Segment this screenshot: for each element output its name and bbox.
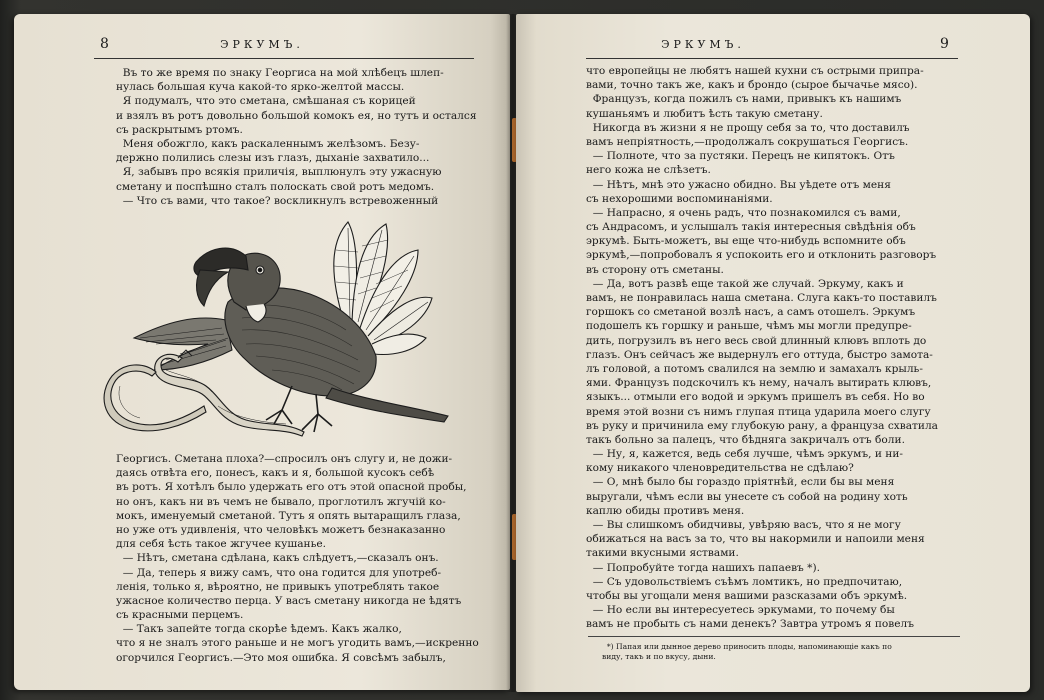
- text-line: въ сторону отъ сметаны.: [586, 263, 724, 276]
- text-line: но уже отъ удивленія, что человѣкъ можетъ безнаказанно: [116, 523, 446, 536]
- text-line: ленія, только я, вѣроятно, не привыкъ употреблять такое: [116, 580, 440, 593]
- text-line: Я, забывъ про всякія приличія, выплюнулъ эту ужасную: [116, 166, 442, 179]
- text-line: съ раскрытымъ ртомъ.: [116, 123, 243, 136]
- text-line: съ красными перцемъ.: [116, 609, 244, 622]
- text-line: горшокъ со сметаной возлѣ насъ, а самъ отошелъ. Эркумъ: [586, 306, 916, 319]
- text-line: — Нѣтъ, сметана сдѣлана, какъ слѣдуетъ,—сказалъ онъ.: [116, 552, 439, 565]
- header-rule: [586, 58, 958, 59]
- text-line: ями. Французъ подскочилъ къ нему, началъ вытирать клювъ,: [586, 377, 932, 390]
- text-line: ужасное количество перца. У васъ сметану никогда не ѣдятъ: [116, 594, 462, 607]
- text-line: — Нѣтъ, мнѣ это ужасно обидно. Вы уѣдете отъ меня: [586, 178, 891, 191]
- text-line: — Попробуйте тогда нашихъ папаевъ *).: [586, 561, 820, 574]
- text-line: — Съ удовольствіемъ съѣмъ ломтикъ, но предпочитаю,: [586, 575, 903, 588]
- right-page: [516, 14, 1030, 692]
- text-line: нулась большая куча какой-то ярко-желтой массы.: [116, 81, 405, 94]
- right-page-header: [516, 36, 1030, 56]
- text-line: — Такъ запейте тогда скорѣе ѣдемъ. Какъ жалко,: [116, 623, 402, 636]
- text-line: вами, точно такъ же, какъ и брондо (сырое бычачье мясо).: [586, 79, 918, 92]
- text-line: каплю обиды противъ меня.: [586, 504, 745, 517]
- text-line: глазъ. Онъ сейчасъ же выдернулъ его оттуда, быстро замота-: [586, 348, 933, 361]
- text-line: даясь отвѣта его, понесъ, какъ и я, большой кусокъ себѣ: [116, 467, 435, 480]
- text-line: — О, мнѣ было бы гораздо пріятнѣй, если бы вы меня: [586, 476, 895, 489]
- text-line: эркумѣ. Быть-можетъ, вы еще что-нибудь вспомните объ: [586, 235, 906, 248]
- text-line: — Да, вотъ развѣ еще такой же случай. Эркуму, какъ и: [586, 277, 904, 290]
- text-line: — Ну, я, кажется, ведь себя лучше, чѣмъ эркумъ, и ни-: [586, 448, 903, 461]
- text-line: въ руку и причинила ему глубокую рану, а француза схватила: [586, 419, 938, 432]
- text-line: него кожа не слѣзетъ.: [586, 164, 711, 177]
- footnote-line: виду, такъ и по вкусу, дыни.: [602, 652, 716, 661]
- page-number: 8: [100, 36, 109, 52]
- footnote-rule: [588, 636, 960, 637]
- text-line: такъ больно за палецъ, что бѣдняга закричалъ отъ боли.: [586, 433, 905, 446]
- text-line: вамъ непріятность,—продолжалъ сокрушаться Георгисъ.: [586, 135, 909, 148]
- text-line: чтобы вы угощали меня вашими разсказами объ эркумѣ.: [586, 589, 908, 602]
- text-line: Никогда въ жизни я не прощу себя за то, что доставилъ: [586, 121, 910, 134]
- text-line: время этой возни съ нимъ глупая птица ударила моего слугу: [586, 405, 931, 418]
- text-line: Французъ, когда пожилъ съ нами, привыкъ къ нашимъ: [586, 93, 902, 106]
- text-line: вамъ, не понравилась наша сметана. Слуга какъ-то поставилъ: [586, 292, 937, 304]
- text-line: — Вы слишкомъ обидчивы, увѣряю васъ, что я не могу: [586, 519, 901, 531]
- text-line: обижаться на васъ за то, что вы накормили и напоили меня: [586, 533, 925, 546]
- text-line: но онъ, какъ ни въ чемъ не бывало, проглотилъ жгучій ко-: [116, 495, 446, 508]
- page-number: 9: [940, 36, 949, 52]
- text-line: и взялъ въ ротъ довольно большой комокъ ея, но тутъ и остался: [116, 109, 477, 122]
- text-line: сметану и поспѣшно сталъ полоскать свой ротъ медомъ.: [116, 180, 435, 193]
- left-text-top: [116, 66, 477, 208]
- text-line: кому никакого членовредительства не сдѣлаю?: [586, 462, 854, 475]
- text-line: что я не зналъ этого раньше и не могъ угодить вамъ,—искренно: [116, 637, 479, 650]
- text-line: съ Андрасомъ, и услышалъ такія интересныя свѣдѣнія объ: [586, 221, 916, 234]
- text-line: — Что съ вами, что такое? воскликнулъ встревоженный: [116, 194, 439, 207]
- text-line: Я подумалъ, что это сметана, смѣшаная съ корицей: [116, 95, 416, 108]
- footnote-line: *) Папая или дынное дерево приносить плоды, напоминающіе какъ по: [602, 642, 892, 651]
- text-line: Меня обожгло, какъ раскаленнымъ желѣзомъ. Безу-: [116, 137, 420, 150]
- text-line: — Полноте, что за пустяки. Перецъ не кипятокъ. Отъ: [586, 150, 895, 163]
- text-line: мокъ, именуемый сметаной. Тутъ я опять вытаращилъ глаза,: [116, 509, 461, 522]
- text-line: языкъ... отмыли его водой и эркумъ пришелъ въ себя. Но во: [586, 391, 925, 404]
- left-page-header: [14, 36, 510, 56]
- running-head: ЭРКУМЪ.: [661, 38, 745, 51]
- text-line: для себя ѣсть такое жгучее кушанье.: [116, 538, 326, 551]
- header-rule: [94, 58, 474, 59]
- text-line: что европейцы не любятъ нашей кухни съ острыми припра-: [586, 65, 924, 77]
- text-line: Въ то же время по знаку Георгиса на мой хлѣбецъ шлеп-: [116, 67, 444, 79]
- text-line: держно полились слезы изъ глазъ, дыханіе захватило...: [116, 152, 430, 165]
- right-text: [586, 64, 938, 632]
- running-head: ЭРКУМЪ.: [220, 38, 304, 51]
- text-line: подошелъ къ горшку и раньше, чѣмъ мы могли предупре-: [586, 320, 912, 333]
- left-page: [14, 14, 510, 690]
- text-line: эркумѣ,—попробовалъ я успокоить его и отклонить разговоръ: [586, 249, 937, 262]
- text-line: такими вкусными яствами.: [586, 547, 739, 560]
- bird-snake-illustration: [96, 210, 476, 442]
- text-line: — Да, теперь я вижу самъ, что она годится для употреб-: [116, 566, 442, 579]
- text-line: Георгисъ. Сметана плоха?—спросилъ онъ слугу и, не дожи-: [116, 453, 453, 465]
- text-line: огорчился Георгисъ.—Это моя ошибка. Я совсѣмъ забылъ,: [116, 651, 446, 664]
- left-text-bottom: [116, 452, 479, 665]
- text-line: съ нехорошими воспоминаніями.: [586, 192, 773, 205]
- text-line: въ ротъ. Я хотѣлъ было удержать его отъ этой опасной пробы,: [116, 481, 467, 494]
- text-line: — Напрасно, я очень радъ, что познакомился съ вами,: [586, 206, 901, 219]
- footnote: [602, 642, 892, 662]
- text-line: лъ головой, а потомъ свалился на землю и замахалъ крыль-: [586, 362, 923, 375]
- text-line: дить, погрузилъ въ него весь свой длинный клювъ вплоть до: [586, 334, 927, 347]
- text-line: — Но если вы интересуетесь эркумами, то почему бы: [586, 604, 895, 617]
- text-line: вамъ не пробыть съ нами денекъ? Завтра утромъ я повелъ: [586, 618, 914, 631]
- text-line: кушаньямъ и любитъ ѣсть такую сметану.: [586, 107, 823, 120]
- text-line: выругали, чѣмъ если вы унесете съ собой на родину хоть: [586, 490, 908, 503]
